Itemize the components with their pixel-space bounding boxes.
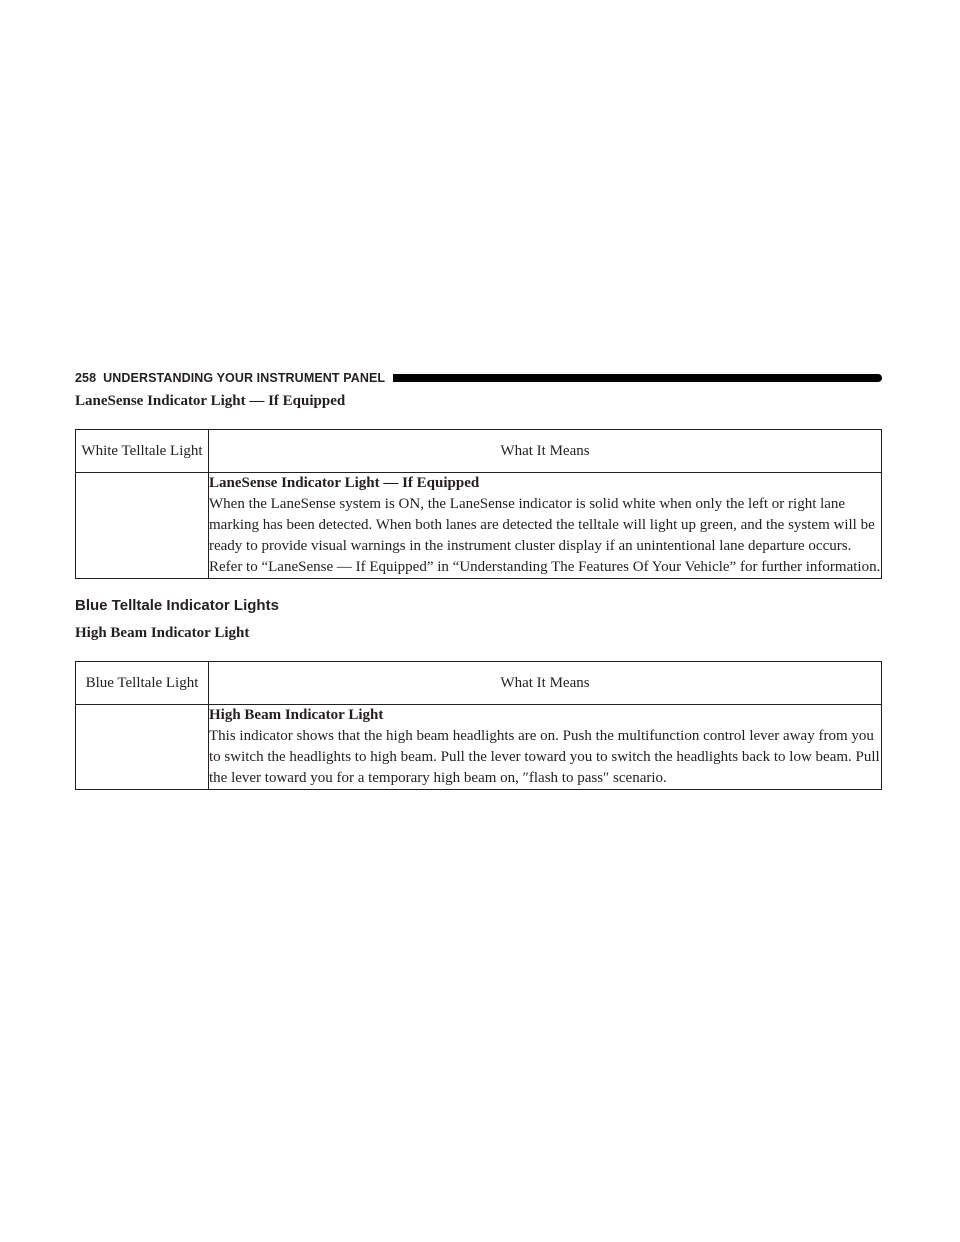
lanesense-table: [75, 429, 882, 579]
high-beam-heading: High Beam Indicator Light: [75, 625, 250, 641]
row-title: LaneSense Indicator Light — If Equipped: [209, 475, 480, 491]
running-header: [75, 370, 882, 386]
table-header-row: [76, 662, 882, 705]
telltale-icon-cell: [76, 705, 209, 790]
meaning-cell: [209, 473, 882, 579]
lanesense-heading: LaneSense Indicator Light — If Equipped: [75, 393, 346, 409]
row-title: High Beam Indicator Light: [209, 707, 384, 723]
blue-telltale-heading: Blue Telltale Indicator Lights: [75, 597, 279, 614]
col-header-meaning: What It Means: [209, 430, 882, 473]
col-header-telltale: White Telltale Light: [76, 430, 209, 473]
row-description: This indicator shows that the high beam headlights are on. Push the multifunction control lever away from you to switch the headlights to high beam. Pull the lever toward you to switch the headlights back to low beam. Pull the lever toward you for a temporary high beam on, ″flash to pass″ scenario.: [209, 728, 880, 786]
page-number: 258: [75, 371, 97, 385]
meaning-cell: [209, 705, 882, 790]
header-rule: [393, 374, 882, 382]
table-row: [76, 473, 882, 579]
telltale-icon-cell: [76, 473, 209, 579]
table-header-row: [76, 430, 882, 473]
row-description: When the LaneSense system is ON, the LaneSense indicator is solid white when only the left or right lane marking has been detected. When both lanes are detected the telltale will light up green, and the system will be ready to provide visual warnings in the instrument cluster display if an unintentional lane departure occurs. Refer to “LaneSense — If Equipped” in “Understanding The Features Of Your Vehicle” for further information.: [209, 496, 881, 575]
table-row: [76, 705, 882, 790]
col-header-telltale: Blue Telltale Light: [76, 662, 209, 705]
col-header-meaning: What It Means: [209, 662, 882, 705]
high-beam-table: [75, 661, 882, 790]
manual-page: [75, 0, 882, 1242]
chapter-title: UNDERSTANDING YOUR INSTRUMENT PANEL: [103, 371, 386, 385]
